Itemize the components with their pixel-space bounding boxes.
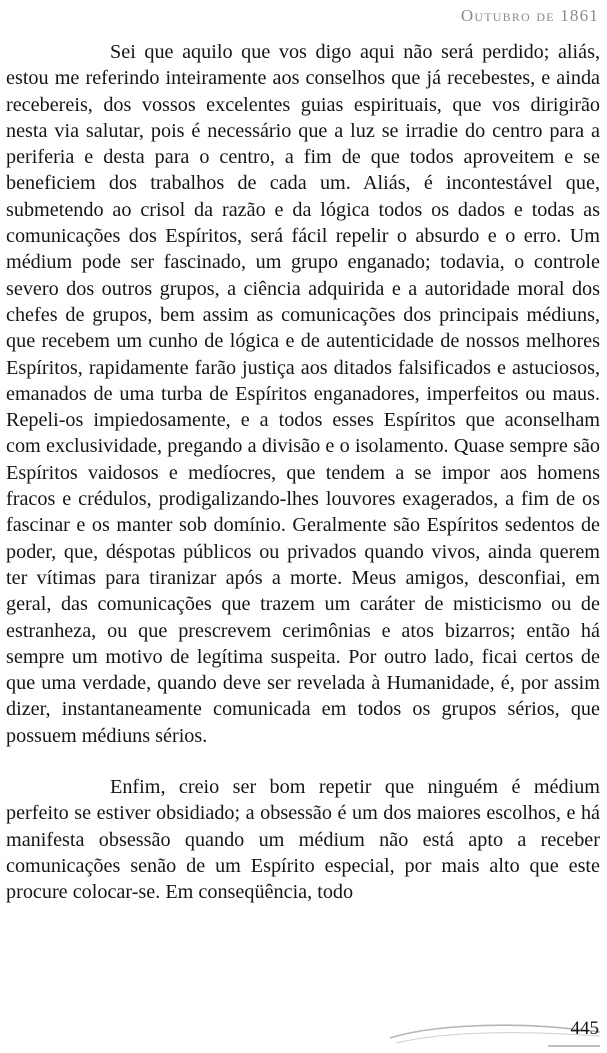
- page-number: 445: [570, 1018, 599, 1039]
- page-body: [6, 39, 600, 906]
- running-header: Outubro de 1861: [460, 6, 599, 25]
- body-paragraph-1: Sei que aquilo que vos digo aqui não será perdido; aliás, estou me referindo inteiramente aos conselhos que já recebestes, e ainda recebereis, dos vossos excelentes guias espirituais, que vos dirigirão nesta via salutar, pois é necessário que a luz se irradie do centro para a periferia e desta para o centro, a fim de que todos aproveitem e se beneficiem dos trabalhos de cada um. Aliás, é incontestável que, submetendo ao crisol da razão e da lógica todos os dados e todas as comunicações dos Espíritos, será fácil repelir o absurdo e o erro. Um médium pode ser fascinado, um grupo enganado; todavia, o controle severo dos outros grupos, a ciência adquirida e a autoridade moral dos chefes de grupos, bem assim as comunicações dos principais médiuns, que recebem um cunho de lógica e de autenticidade de nossos melhores Espíritos, rapidamente farão justiça aos ditados falsificados e astuciosos, emanados de uma turba de Espíritos enganadores, imperfeitos ou maus. Repeli-os impiedosamente, e a todos esses Espíritos que aconselham com exclusividade, pregando a divisão e o isolamento. Quase sempre são Espíritos vaidosos e medíocres, que tendem a se impor aos homens fracos e crédulos, prodigalizando-lhes louvores exagerados, a fim de os fascinar e os manter sob domínio. Geralmente são Espíritos sedentos de poder, que, déspotas públicos ou privados quando vivos, ainda querem ter vítimas para tiranizar após a morte. Meus amigos, desconfiai, em geral, das comunicações que trazem um caráter de misticismo ou de estranheza, ou que prescrevem cerimônias e atos bizarros; então há sempre um motivo de legítima suspeita. Por outro lado, ficai certos de que uma verdade, quando deve ser revelada à Humanidade, é, por assim dizer, instantaneamente comunicada em todos os grupos sérios, que possuem médiuns sérios.: [6, 41, 600, 747]
- body-paragraph-2: Enfim, creio ser bom repetir que ninguém é médium perfeito se estiver obsidiado; a obsessão é um dos maiores escolhos, e há manifesta obsessão quando um médium não está apto a receber comunicações senão de um Espírito especial, por mais alto que este procure colocar-se. Em conseqüência, todo: [6, 776, 600, 904]
